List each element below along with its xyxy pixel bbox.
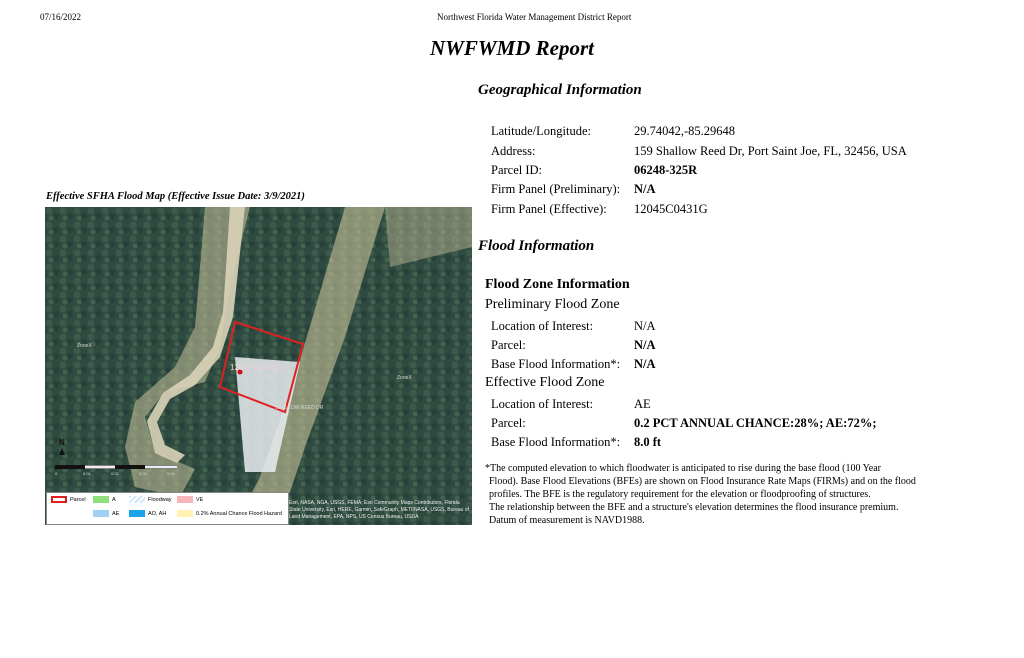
preliminary-flood-zone-heading: Preliminary Flood Zone xyxy=(485,297,620,312)
effective-flood-zone-heading: Effective Flood Zone xyxy=(485,375,605,390)
legend-item-a xyxy=(93,496,116,503)
flood-info-title: Flood Information xyxy=(478,238,595,254)
field-value: 159 Shallow Reed Dr, Port Saint Joe, FL, 32456, USA xyxy=(634,144,907,158)
bfe-footnote xyxy=(485,462,935,527)
legend-label: AO, AH xyxy=(148,510,167,517)
field-value: 06248-325R xyxy=(634,163,698,177)
street-label: SHALLOW REED DR xyxy=(275,405,324,411)
field-value: N/A xyxy=(634,338,656,352)
field-label: Firm Panel (Effective): xyxy=(491,202,607,216)
document-header: Northwest Florida Water Management District Report xyxy=(437,12,632,22)
legend-label: 0.2% Annual Chance Flood Hazard xyxy=(196,510,282,517)
field-value: 8.0 ft xyxy=(634,435,662,449)
field-value: N/A xyxy=(634,182,656,196)
footnote-line: *The computed elevation to which floodwater is anticipated to rise during the base flood (100 Year xyxy=(485,463,882,474)
flood-map[interactable] xyxy=(45,207,472,525)
field-value: 29.74042,-85.29648 xyxy=(634,124,736,138)
map-caption: Effective SFHA Flood Map (Effective Issue Date: 3/9/2021) xyxy=(46,191,305,202)
legend-label: AE xyxy=(112,510,120,517)
footnote-line: Datum of measurement is NAVD1988. xyxy=(489,515,645,526)
field-label: Address: xyxy=(491,144,536,158)
scale-tick: 0 xyxy=(55,471,58,476)
legend-swatch xyxy=(129,496,145,503)
flood-zone-info-title: Flood Zone Information xyxy=(485,277,630,292)
field-label: Base Flood Information*: xyxy=(491,435,621,449)
legend-item-floodway xyxy=(129,496,172,503)
field-label: Location of Interest: xyxy=(491,397,594,411)
legend-label: Floodway xyxy=(148,496,172,503)
zone-label: ZoneX xyxy=(397,375,412,381)
legend-item-parcel xyxy=(51,496,86,503)
legend-label: VE xyxy=(196,496,204,503)
field-label: Parcel ID: xyxy=(491,163,543,177)
field-label: Firm Panel (Preliminary): xyxy=(491,182,621,196)
field-label: Parcel: xyxy=(491,338,526,352)
footnote-line: Flood). Base Flood Elevations (BFEs) are shown on Flood Insurance Rate Maps (FIRMs) and on the flood xyxy=(489,476,916,487)
legend-label: Parcel xyxy=(70,496,86,503)
footnote-line: profiles. The BFE is the regulatory requirement for the elevation or floodproofing of structures. xyxy=(489,489,871,500)
field-label: Base Flood Information*: xyxy=(491,357,621,371)
report-title: NWFWMD Report xyxy=(430,36,594,60)
legend-swatch xyxy=(93,510,109,517)
map-attribution: Esri, NASA, NGA, USGS, FEMA; Esri Community Maps Contributors, Florida State University, Esri, HERE, Garmin, SafeGraph, METI/NASA, USGS, Bureau of Land Management, EPA, NPS, US Census Bureau, USDA xyxy=(289,500,469,520)
field-label: Parcel: xyxy=(491,416,526,430)
scale-tick: 0.03 xyxy=(139,471,147,476)
legend-label: A xyxy=(112,496,116,503)
field-label: Latitude/Longitude: xyxy=(491,124,591,138)
geographical-info-title: Geographical Information xyxy=(478,82,642,98)
zone-label: ZoneX xyxy=(77,343,92,349)
print-date: 07/16/2022 xyxy=(40,12,82,22)
scale-tick: 0.02 xyxy=(111,471,119,476)
scale-tick: 0.04 xyxy=(167,471,175,476)
legend-swatch xyxy=(177,510,193,517)
scale-tick: 0.01 xyxy=(83,471,91,476)
legend-swatch xyxy=(177,496,193,503)
legend-swatch xyxy=(93,496,109,503)
legend-item-ao-ah xyxy=(129,510,166,517)
field-value: 12045C0431G xyxy=(634,202,708,216)
field-value: 0.2 PCT ANNUAL CHANCE:28%; AE:72%; xyxy=(634,416,877,430)
field-value: AE xyxy=(634,397,651,411)
field-label: Location of Interest: xyxy=(491,319,594,333)
legend-item-shaded xyxy=(177,510,282,517)
legend-swatch xyxy=(51,496,67,503)
field-value: N/A xyxy=(634,357,656,371)
panel-label: 12045C0431G xyxy=(230,363,283,372)
legend-item-ae xyxy=(93,510,119,517)
legend-item-ve xyxy=(177,496,203,503)
legend-swatch xyxy=(129,510,145,517)
map-image xyxy=(45,207,472,525)
footnote-line: The relationship between the BFE and a structure's elevation determines the flood insurance premium. xyxy=(489,502,899,513)
north-arrow: N xyxy=(59,438,65,447)
field-value: N/A xyxy=(634,319,656,333)
map-legend xyxy=(46,492,289,525)
